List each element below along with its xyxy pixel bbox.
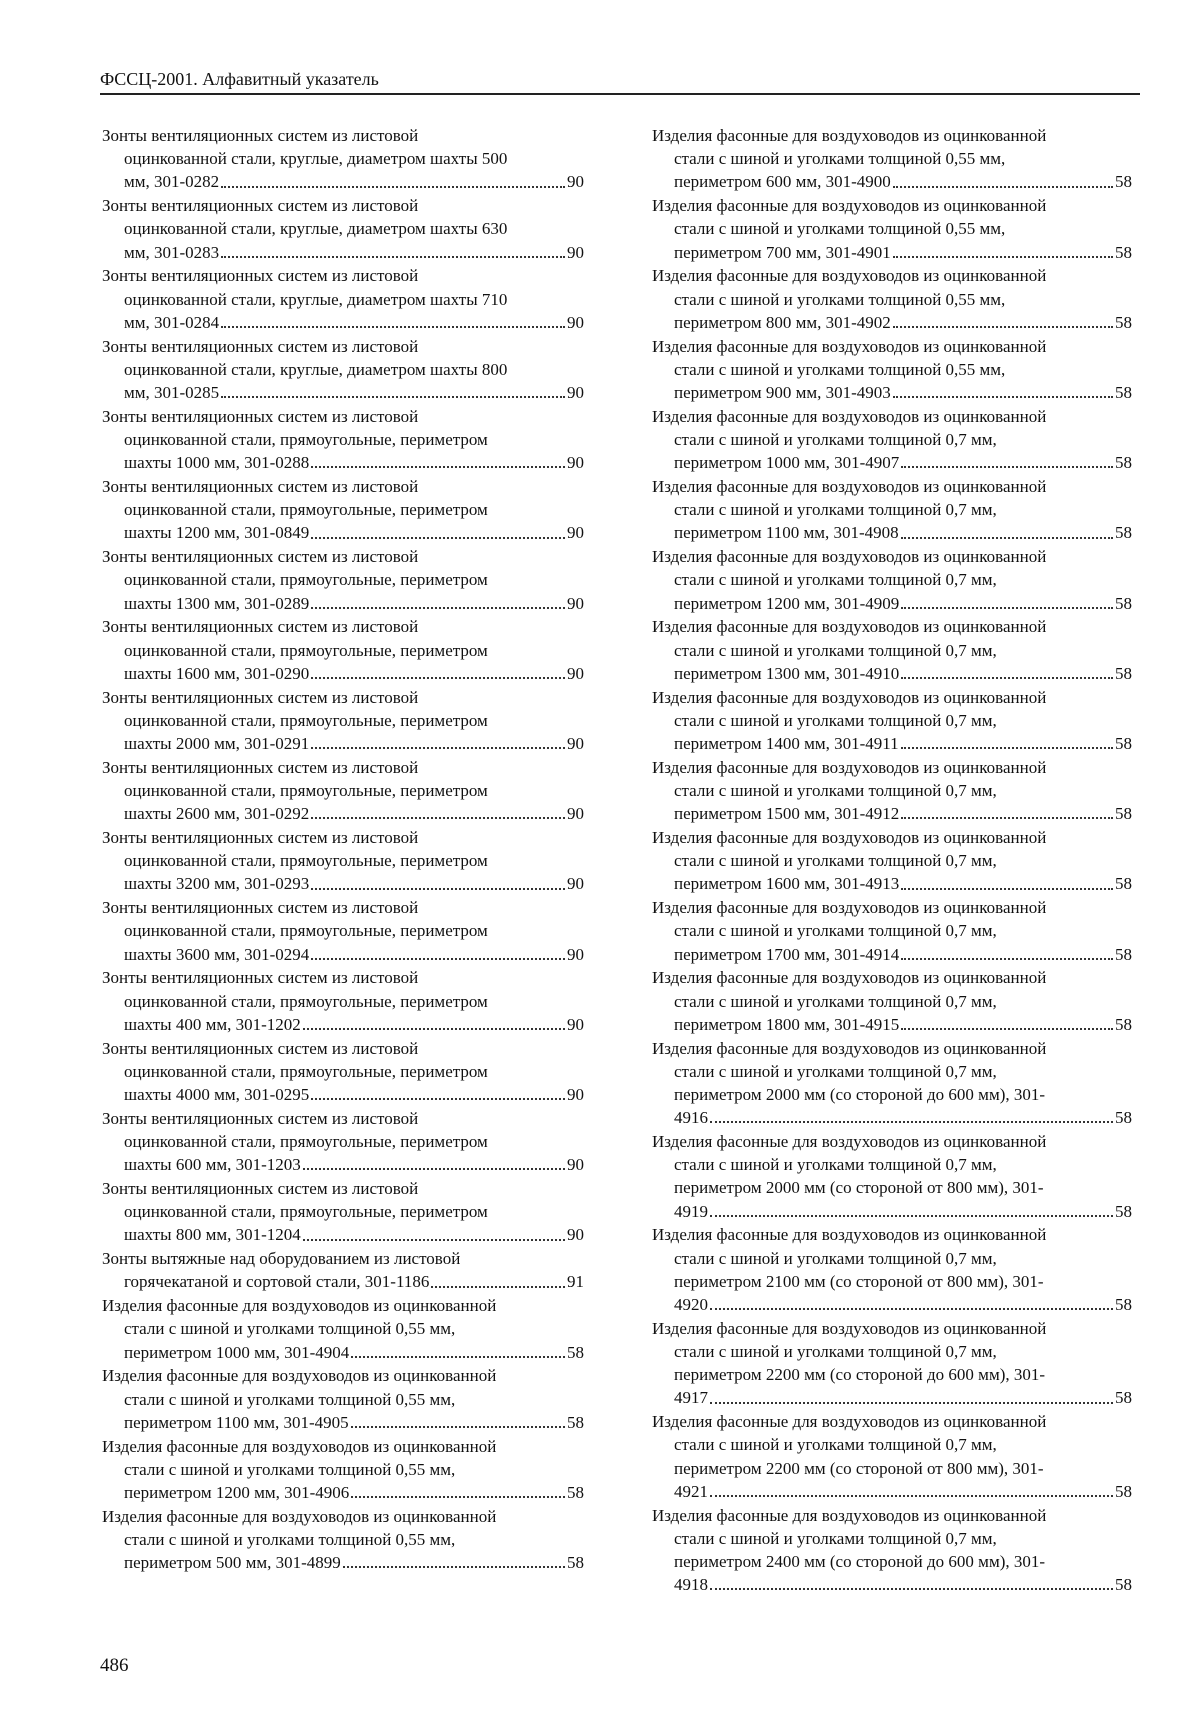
entry-page-ref: 90 [567, 734, 584, 754]
entry-code: 4920 [674, 1295, 708, 1315]
entry-text-line: стали с шиной и уголками толщиной 0,7 мм, [674, 500, 997, 520]
entry-text-line: стали с шиной и уголками толщиной 0,7 мм, [674, 1061, 997, 1081]
dot-leader [311, 662, 565, 679]
entry-code: шахты 3200 мм, 301-0293 [124, 874, 310, 894]
entry-text-line: стали с шиной и уголками толщиной 0,7 мм, [674, 1528, 997, 1548]
index-entry [652, 896, 1132, 966]
index-entry [652, 1037, 1132, 1130]
entry-text-line: Зонты вентиляционных систем из листовой [102, 406, 419, 426]
entry-text-line: Зонты вентиляционных систем из листовой [102, 687, 419, 707]
entry-text-line: стали с шиной и уголками толщиной 0,55 мм, [124, 1530, 456, 1550]
entry-last-line [102, 451, 584, 474]
entry-last-line [102, 311, 584, 334]
entry-last-line [652, 592, 1132, 615]
entry-page-ref: 58 [1115, 1295, 1132, 1315]
entry-text-line: оцинкованной стали, прямоугольные, периметром [124, 500, 488, 520]
left-index-column [102, 124, 584, 1575]
entry-last-line [652, 1013, 1132, 1036]
entry-text-line: оцинкованной стали, прямоугольные, периметром [124, 1061, 488, 1081]
entry-code: периметром 1000 мм, 301-4904 [124, 1342, 350, 1362]
entry-text-line: Изделия фасонные для воздуховодов из оцинкованной [652, 687, 1047, 707]
index-entry [652, 124, 1132, 194]
entry-code: периметром 600 мм, 301-4900 [674, 172, 891, 192]
entry-text-line: Зонты вентиляционных систем из листовой [102, 196, 419, 216]
entry-text-line: стали с шиной и уголками толщиной 0,55 мм, [674, 149, 1006, 169]
index-entry [652, 405, 1132, 475]
entry-text-line: Зонты вентиляционных систем из листовой [102, 126, 419, 145]
entry-code: 4921 [674, 1481, 708, 1501]
entry-last-line [652, 1200, 1132, 1223]
entry-page-ref: 58 [1115, 1108, 1132, 1128]
entry-code: периметром 1100 мм, 301-4905 [124, 1412, 349, 1432]
dot-leader [221, 381, 565, 398]
dot-leader [311, 592, 565, 609]
entry-last-line [102, 1083, 584, 1106]
dot-leader [710, 1293, 1113, 1310]
entry-text-line: оцинкованной стали, прямоугольные, периметром [124, 921, 488, 941]
entry-page-ref: 90 [567, 312, 584, 332]
entry-text-line: Изделия фасонные для воздуховодов из оцинкованной [652, 757, 1047, 777]
index-entry [102, 1247, 584, 1293]
entry-text-line: оцинкованной стали, прямоугольные, периметром [124, 1202, 488, 1222]
index-entry [102, 1177, 584, 1247]
dot-leader [311, 802, 565, 819]
entry-code: шахты 1200 мм, 301-0849 [124, 523, 310, 543]
entry-text-line: оцинкованной стали, круглые, диаметром шахты 500 [124, 149, 508, 169]
index-entry [102, 1364, 584, 1434]
entry-last-line [102, 1270, 584, 1293]
dot-leader [311, 732, 565, 749]
entry-text-line: периметром 2200 мм (со стороной от 800 мм), 301- [674, 1458, 1044, 1478]
entry-text-line: стали с шиной и уголками толщиной 0,7 мм, [674, 430, 997, 450]
dot-leader [303, 1223, 565, 1240]
dot-leader [710, 1480, 1113, 1497]
entry-last-line [102, 872, 584, 895]
entry-text-line: Зонты вентиляционных систем из листовой [102, 898, 419, 918]
entry-text-line: Изделия фасонные для воздуховодов из оцинкованной [652, 547, 1047, 567]
entry-text-line: Изделия фасонные для воздуховодов из оцинкованной [102, 1506, 497, 1526]
entry-text-line: Зонты вентиляционных систем из листовой [102, 1108, 419, 1128]
dot-leader [901, 662, 1113, 679]
page-header: ФССЦ-2001. Алфавитный указатель [100, 69, 379, 89]
entry-code: мм, 301-0282 [124, 172, 220, 192]
dot-leader [343, 1551, 565, 1568]
entry-text-line: стали с шиной и уголками толщиной 0,55 мм, [124, 1459, 456, 1479]
entry-page-ref: 58 [1115, 593, 1132, 613]
index-entry [102, 1505, 584, 1575]
entry-code: шахты 600 мм, 301-1203 [124, 1155, 301, 1175]
header-rule [100, 93, 1140, 95]
dot-leader [901, 592, 1113, 609]
dot-leader [351, 1481, 565, 1498]
entry-text-line: стали с шиной и уголками толщиной 0,55 мм, [124, 1319, 456, 1339]
index-entry [102, 826, 584, 896]
dot-leader [221, 311, 565, 328]
index-entry [652, 475, 1132, 545]
index-entry [652, 1410, 1132, 1503]
entry-page-ref: 58 [1115, 663, 1132, 683]
entry-text-line: оцинкованной стали, прямоугольные, периметром [124, 851, 488, 871]
entry-text-line: Изделия фасонные для воздуховодов из оцинкованной [652, 968, 1047, 988]
entry-last-line [102, 1341, 584, 1364]
entry-text-line: стали с шиной и уголками толщиной 0,7 мм, [674, 710, 997, 730]
entry-text-line: Изделия фасонные для воздуховодов из оцинкованной [652, 126, 1047, 145]
entry-last-line [652, 241, 1132, 264]
entry-code: мм, 301-0285 [124, 383, 220, 403]
entry-text-line: стали с шиной и уголками толщиной 0,55 мм, [674, 289, 1006, 309]
dot-leader [901, 802, 1113, 819]
entry-text-line: Зонты вентиляционных систем из листовой [102, 757, 419, 777]
entry-last-line [102, 1551, 584, 1574]
dot-leader [710, 1200, 1113, 1217]
entry-page-ref: 58 [567, 1342, 584, 1362]
dot-leader [901, 521, 1113, 538]
index-entry [102, 686, 584, 756]
entry-text-line: стали с шиной и уголками толщиной 0,7 мм, [674, 570, 997, 590]
entry-text-line: Изделия фасонные для воздуховодов из оцинкованной [102, 1436, 497, 1456]
entry-last-line [102, 1481, 584, 1504]
entry-code: 4919 [674, 1201, 708, 1221]
entry-last-line [652, 1573, 1132, 1596]
index-entry [102, 475, 584, 545]
entry-last-line [652, 872, 1132, 895]
index-entry [102, 1037, 584, 1107]
entry-code: периметром 1100 мм, 301-4908 [674, 523, 899, 543]
entry-last-line [652, 451, 1132, 474]
entry-text-line: периметром 2000 мм (со стороной от 800 мм), 301- [674, 1178, 1044, 1198]
index-entry [102, 545, 584, 615]
entry-text-line: стали с шиной и уголками толщиной 0,7 мм, [674, 640, 997, 660]
entry-code: периметром 1200 мм, 301-4906 [124, 1483, 350, 1503]
entry-code: горячекатаной и сортовой стали, 301-1186 [124, 1272, 430, 1292]
entry-page-ref: 91 [567, 1272, 584, 1292]
entry-page-ref: 58 [1115, 312, 1132, 332]
entry-text-line: Зонты вентиляционных систем из листовой [102, 266, 419, 286]
entry-last-line [102, 662, 584, 685]
index-entry [652, 264, 1132, 334]
index-entry [652, 194, 1132, 264]
entry-text-line: стали с шиной и уголками толщиной 0,7 мм, [674, 921, 997, 941]
index-entry [652, 1504, 1132, 1597]
dot-leader [311, 872, 565, 889]
entry-code: периметром 1300 мм, 301-4910 [674, 663, 900, 683]
entry-text-line: Изделия фасонные для воздуховодов из оцинкованной [652, 336, 1047, 356]
entry-page-ref: 90 [567, 172, 584, 192]
entry-code: 4916 [674, 1108, 708, 1128]
entry-page-ref: 58 [1115, 1388, 1132, 1408]
entry-text-line: стали с шиной и уголками толщиной 0,7 мм, [674, 1155, 997, 1175]
entry-page-ref: 90 [567, 944, 584, 964]
entry-last-line [102, 802, 584, 825]
entry-text-line: оцинкованной стали, прямоугольные, периметром [124, 640, 488, 660]
entry-text-line: Изделия фасонные для воздуховодов из оцинкованной [652, 1132, 1047, 1152]
entry-code: шахты 1300 мм, 301-0289 [124, 593, 310, 613]
index-entry [652, 1317, 1132, 1410]
entry-text-line: периметром 2100 мм (со стороной от 800 мм), 301- [674, 1271, 1044, 1291]
entry-page-ref: 90 [567, 804, 584, 824]
entry-text-line: оцинкованной стали, прямоугольные, периметром [124, 710, 488, 730]
entry-page-ref: 58 [1115, 804, 1132, 824]
entry-last-line [102, 1153, 584, 1176]
entry-page-ref: 90 [567, 663, 584, 683]
dot-leader [710, 1386, 1113, 1403]
entry-text-line: Изделия фасонные для воздуховодов из оцинкованной [652, 406, 1047, 426]
entry-last-line [102, 381, 584, 404]
entry-last-line [102, 1013, 584, 1036]
entry-text-line: стали с шиной и уголками толщиной 0,7 мм, [674, 851, 997, 871]
dot-leader [311, 451, 565, 468]
index-entry [102, 1435, 584, 1505]
dot-leader [901, 732, 1113, 749]
entry-code: периметром 1400 мм, 301-4911 [674, 734, 899, 754]
entry-text-line: оцинкованной стали, прямоугольные, периметром [124, 570, 488, 590]
entry-last-line [652, 381, 1132, 404]
index-entry [102, 405, 584, 475]
entry-text-line: Изделия фасонные для воздуховодов из оцинкованной [652, 477, 1047, 497]
entry-text-line: Изделия фасонные для воздуховодов из оцинкованной [652, 617, 1047, 637]
entry-page-ref: 58 [567, 1483, 584, 1503]
dot-leader [893, 381, 1113, 398]
entry-text-line: Зонты вентиляционных систем из листовой [102, 617, 419, 637]
index-entry [102, 966, 584, 1036]
index-entry [102, 1107, 584, 1177]
index-entry [652, 826, 1132, 896]
entry-code: периметром 800 мм, 301-4902 [674, 312, 891, 332]
entry-text-line: стали с шиной и уголками толщиной 0,55 мм, [674, 359, 1006, 379]
entry-last-line [652, 1480, 1132, 1503]
dot-leader [311, 521, 565, 538]
entry-page-ref: 90 [567, 1225, 584, 1245]
entry-page-ref: 90 [567, 593, 584, 613]
entry-text-line: Изделия фасонные для воздуховодов из оцинкованной [652, 266, 1047, 286]
index-entry [652, 686, 1132, 756]
dot-leader [901, 872, 1113, 889]
entry-text-line: Изделия фасонные для воздуховодов из оцинкованной [652, 1038, 1047, 1058]
entry-page-ref: 90 [567, 383, 584, 403]
dot-leader [311, 943, 565, 960]
entry-text-line: Зонты вентиляционных систем из листовой [102, 968, 419, 988]
entry-text-line: стали с шиной и уголками толщиной 0,55 мм, [124, 1389, 456, 1409]
entry-page-ref: 58 [1115, 1014, 1132, 1034]
entry-page-ref: 90 [567, 874, 584, 894]
dot-leader [893, 311, 1113, 328]
entry-last-line [102, 170, 584, 193]
entry-last-line [652, 1106, 1132, 1129]
entry-text-line: периметром 2000 мм (со стороной до 600 мм), 301- [674, 1085, 1046, 1105]
entry-code: периметром 1000 мм, 301-4907 [674, 453, 900, 473]
entry-text-line: стали с шиной и уголками толщиной 0,7 мм, [674, 781, 997, 801]
entry-page-ref: 58 [1115, 453, 1132, 473]
entry-text-line: Зонты вентиляционных систем из листовой [102, 336, 419, 356]
entry-page-ref: 58 [1115, 1481, 1132, 1501]
index-entry [102, 194, 584, 264]
index-entry [652, 545, 1132, 615]
entry-code: мм, 301-0284 [124, 312, 220, 332]
entry-text-line: Изделия фасонные для воздуховодов из оцинкованной [102, 1366, 497, 1386]
entry-code: периметром 1700 мм, 301-4914 [674, 944, 900, 964]
entry-text-line: Зонты вытяжные над оборудованием из листовой [102, 1249, 461, 1269]
entry-code: периметром 1600 мм, 301-4913 [674, 874, 900, 894]
entry-last-line [652, 311, 1132, 334]
entry-page-ref: 58 [1115, 734, 1132, 754]
dot-leader [303, 1153, 565, 1170]
entry-code: шахты 4000 мм, 301-0295 [124, 1085, 310, 1105]
entry-page-ref: 58 [1115, 172, 1132, 192]
entry-text-line: стали с шиной и уголками толщиной 0,55 мм, [674, 219, 1006, 239]
entry-text-line: Изделия фасонные для воздуховодов из оцинкованной [652, 828, 1047, 848]
entry-text-line: Зонты вентиляционных систем из листовой [102, 477, 419, 497]
entry-text-line: Зонты вентиляционных систем из листовой [102, 547, 419, 567]
entry-page-ref: 90 [567, 1085, 584, 1105]
entry-page-ref: 58 [1115, 523, 1132, 543]
dot-leader [710, 1573, 1113, 1590]
entry-last-line [102, 732, 584, 755]
index-entry [652, 335, 1132, 405]
index-entry [102, 756, 584, 826]
dot-leader [901, 1013, 1113, 1030]
index-entry [102, 615, 584, 685]
entry-page-ref: 90 [567, 1155, 584, 1175]
entry-text-line: Изделия фасонные для воздуховодов из оцинкованной [652, 196, 1047, 216]
entry-code: периметром 1500 мм, 301-4912 [674, 804, 900, 824]
entry-code: шахты 1600 мм, 301-0290 [124, 663, 310, 683]
index-entry [102, 124, 584, 194]
entry-page-ref: 90 [567, 453, 584, 473]
entry-last-line [652, 662, 1132, 685]
entry-page-ref: 58 [1115, 1575, 1132, 1595]
entry-last-line [652, 170, 1132, 193]
entry-text-line: оцинкованной стали, круглые, диаметром шахты 710 [124, 289, 508, 309]
entry-page-ref: 58 [1115, 383, 1132, 403]
dot-leader [311, 1083, 565, 1100]
entry-page-ref: 58 [1115, 944, 1132, 964]
entry-page-ref: 58 [1115, 242, 1132, 262]
entry-code: периметром 1800 мм, 301-4915 [674, 1014, 900, 1034]
entry-text-line: оцинкованной стали, круглые, диаметром шахты 630 [124, 219, 508, 239]
entry-last-line [652, 521, 1132, 544]
entry-last-line [102, 1411, 584, 1434]
dot-leader [351, 1341, 565, 1358]
index-entry [102, 1294, 584, 1364]
entry-last-line [102, 241, 584, 264]
index-entry [102, 896, 584, 966]
index-entry [102, 264, 584, 334]
entry-last-line [652, 1293, 1132, 1316]
entry-page-ref: 58 [567, 1412, 584, 1432]
entry-text-line: Изделия фасонные для воздуховодов из оцинкованной [652, 1225, 1047, 1245]
entry-code: периметром 1200 мм, 301-4909 [674, 593, 900, 613]
entry-text-line: оцинкованной стали, прямоугольные, периметром [124, 430, 488, 450]
dot-leader [303, 1013, 565, 1030]
dot-leader [431, 1270, 565, 1287]
entry-last-line [652, 1386, 1132, 1409]
dot-leader [901, 943, 1113, 960]
entry-page-ref: 90 [567, 1014, 584, 1034]
entry-last-line [652, 802, 1132, 825]
dot-leader [710, 1106, 1113, 1123]
entry-page-ref: 58 [1115, 1201, 1132, 1221]
entry-text-line: Изделия фасонные для воздуховодов из оцинкованной [652, 1505, 1047, 1525]
entry-code: 4918 [674, 1575, 708, 1595]
index-entry [102, 335, 584, 405]
dot-leader [221, 241, 565, 258]
entry-text-line: Зонты вентиляционных систем из листовой [102, 1179, 419, 1199]
entry-code: мм, 301-0283 [124, 242, 220, 262]
dot-leader [901, 451, 1113, 468]
index-entry [652, 966, 1132, 1036]
entry-page-ref: 58 [567, 1553, 584, 1573]
entry-page-ref: 90 [567, 242, 584, 262]
entry-text-line: оцинкованной стали, прямоугольные, периметром [124, 1132, 488, 1152]
entry-page-ref: 58 [1115, 874, 1132, 894]
entry-code: периметром 500 мм, 301-4899 [124, 1553, 341, 1573]
entry-code: шахты 800 мм, 301-1204 [124, 1225, 301, 1245]
page-number: 486 [100, 1655, 129, 1676]
index-entry [652, 615, 1132, 685]
index-entry [652, 756, 1132, 826]
index-entry [652, 1130, 1132, 1223]
entry-last-line [102, 592, 584, 615]
entry-text-line: Изделия фасонные для воздуховодов из оцинкованной [652, 1318, 1047, 1338]
entry-last-line [652, 732, 1132, 755]
entry-code: периметром 700 мм, 301-4901 [674, 242, 891, 262]
entry-last-line [102, 943, 584, 966]
entry-page-ref: 90 [567, 523, 584, 543]
entry-code: 4917 [674, 1388, 708, 1408]
entry-code: шахты 2600 мм, 301-0292 [124, 804, 310, 824]
entry-text-line: Изделия фасонные для воздуховодов из оцинкованной [102, 1296, 497, 1316]
entry-text-line: Изделия фасонные для воздуховодов из оцинкованной [652, 898, 1047, 918]
entry-code: периметром 900 мм, 301-4903 [674, 383, 891, 403]
entry-last-line [102, 1223, 584, 1246]
entry-text-line: периметром 2400 мм (со стороной до 600 мм), 301- [674, 1552, 1046, 1572]
entry-last-line [102, 521, 584, 544]
entry-last-line [652, 943, 1132, 966]
entry-text-line: оцинкованной стали, прямоугольные, периметром [124, 991, 488, 1011]
entry-code: шахты 400 мм, 301-1202 [124, 1014, 301, 1034]
entry-code: шахты 2000 мм, 301-0291 [124, 734, 310, 754]
entry-text-line: оцинкованной стали, прямоугольные, периметром [124, 781, 488, 801]
dot-leader [221, 170, 565, 187]
entry-text-line: стали с шиной и уголками толщиной 0,7 мм, [674, 1435, 997, 1455]
dot-leader [893, 170, 1113, 187]
entry-code: шахты 1000 мм, 301-0288 [124, 453, 310, 473]
entry-text-line: Зонты вентиляционных систем из листовой [102, 1038, 419, 1058]
entry-text-line: оцинкованной стали, круглые, диаметром шахты 800 [124, 359, 508, 379]
entry-text-line: периметром 2200 мм (со стороной до 600 мм), 301- [674, 1365, 1046, 1385]
entry-text-line: Изделия фасонные для воздуховодов из оцинкованной [652, 1412, 1047, 1432]
entry-code: шахты 3600 мм, 301-0294 [124, 944, 310, 964]
index-entry [652, 1223, 1132, 1316]
entry-text-line: стали с шиной и уголками толщиной 0,7 мм, [674, 1342, 997, 1362]
dot-leader [893, 241, 1113, 258]
entry-text-line: стали с шиной и уголками толщиной 0,7 мм, [674, 1248, 997, 1268]
right-index-column [652, 124, 1132, 1597]
dot-leader [351, 1411, 565, 1428]
entry-text-line: стали с шиной и уголками толщиной 0,7 мм, [674, 991, 997, 1011]
entry-text-line: Зонты вентиляционных систем из листовой [102, 828, 419, 848]
